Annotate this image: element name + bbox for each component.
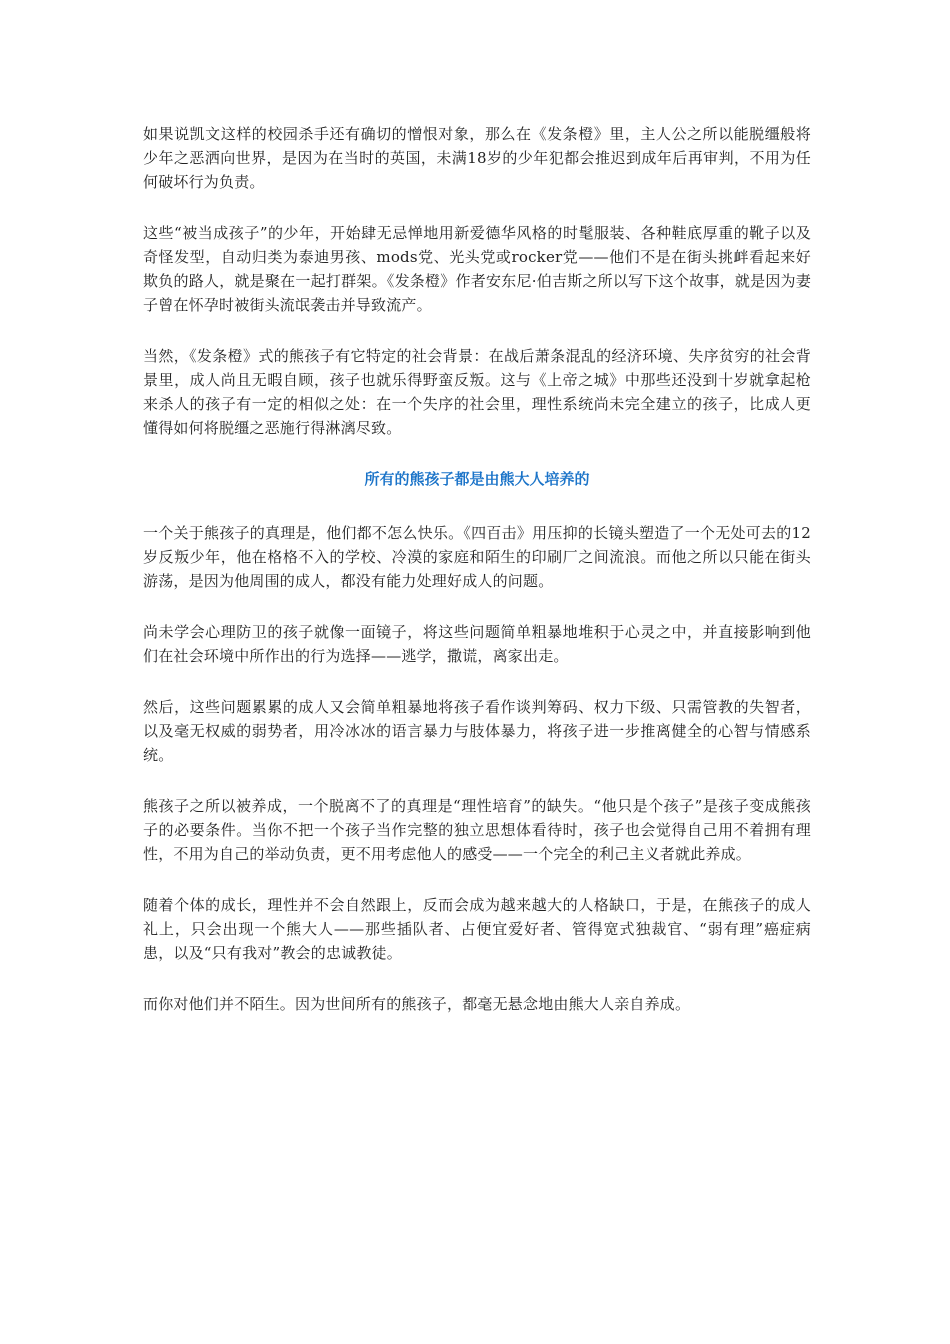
- paragraph: 尚未学会心理防卫的孩子就像一面镜子，将这些问题简单粗暴地堆积于心灵之中，并直接影响到他们在社会环境中所作出的行为选择——逃学，撒谎，离家出走。: [143, 623, 811, 665]
- paragraph: 如果说凯文这样的校园杀手还有确切的憎恨对象，那么在《发条橙》里，主人公之所以能脱缰般将少年之恶洒向世界，是因为在当时的英国，未满18岁的少年犯都会推迟到成年后再审判，不用为任何破坏行为负责。: [143, 125, 811, 191]
- paragraph: 而你对他们并不陌生。因为世间所有的熊孩子，都毫无悬念地由熊大人亲自养成。: [143, 995, 691, 1013]
- paragraph: 当然，《发条橙》式的熊孩子有它特定的社会背景：在战后萧条混乱的经济环境、失序贫穷的社会背景里，成人尚且无暇自顾，孩子也就乐得野蛮反叛。这与《上帝之城》中那些还没到十岁就拿起枪来杀人的孩子有一定的相似之处：在一个失序的社会里，理性系统尚未完全建立的孩子，比成人更懂得如何将脱缰之恶施行得淋漓尽致。: [143, 347, 811, 437]
- paragraph: 一个关于熊孩子的真理是，他们都不怎么快乐。《四百击》用压抑的长镜头塑造了一个无处可去的12岁反叛少年，他在格格不入的学校、冷漠的家庭和陌生的印刷厂之间流浪。而他之所以只能在街头游荡，是因为他周围的成人，都没有能力处理好成人的问题。: [143, 524, 811, 590]
- paragraph: 熊孩子之所以被养成，一个脱离不了的真理是“理性培育”的缺失。“他只是个孩子”是孩子变成熊孩子的必要条件。当你不把一个孩子当作完整的独立思想体看待时，孩子也会觉得自己用不着拥有理性，不用为自己的举动负责，更不用考虑他人的感受——一个完全的利己主义者就此养成。: [143, 797, 811, 863]
- paragraph: 随着个体的成长，理性并不会自然跟上，反而会成为越来越大的人格缺口，于是，在熊孩子的成人礼上，只会出现一个熊大人——那些插队者、占便宜爱好者、管得宽式独裁官、“弱有理”癌症病患，以及“只有我对”教会的忠诚教徒。: [143, 896, 811, 962]
- paragraph: 然后，这些问题累累的成人又会简单粗暴地将孩子看作谈判筹码、权力下级、只需管教的失智者，以及毫无权威的弱势者，用冷冰冰的语言暴力与肢体暴力，将孩子进一步推离健全的心智与情感系统。: [143, 698, 811, 764]
- paragraph: 这些“被当成孩子”的少年，开始肆无忌惮地用新爱德华风格的时髦服装、各种鞋底厚重的靴子以及奇怪发型，自动归类为泰迪男孩、mods党、光头党或rocker党——他们不是在街头挑衅看起来好欺负的路人，就是聚在一起打群架。《发条橙》作者安东尼·伯吉斯之所以写下这个故事，就是因为妻子曾在怀孕时被街头流氓袭击并导致流产。: [143, 224, 811, 314]
- document-page: [143, 122, 811, 1043]
- section-heading: 所有的熊孩子都是由熊大人培养的: [364, 470, 590, 488]
